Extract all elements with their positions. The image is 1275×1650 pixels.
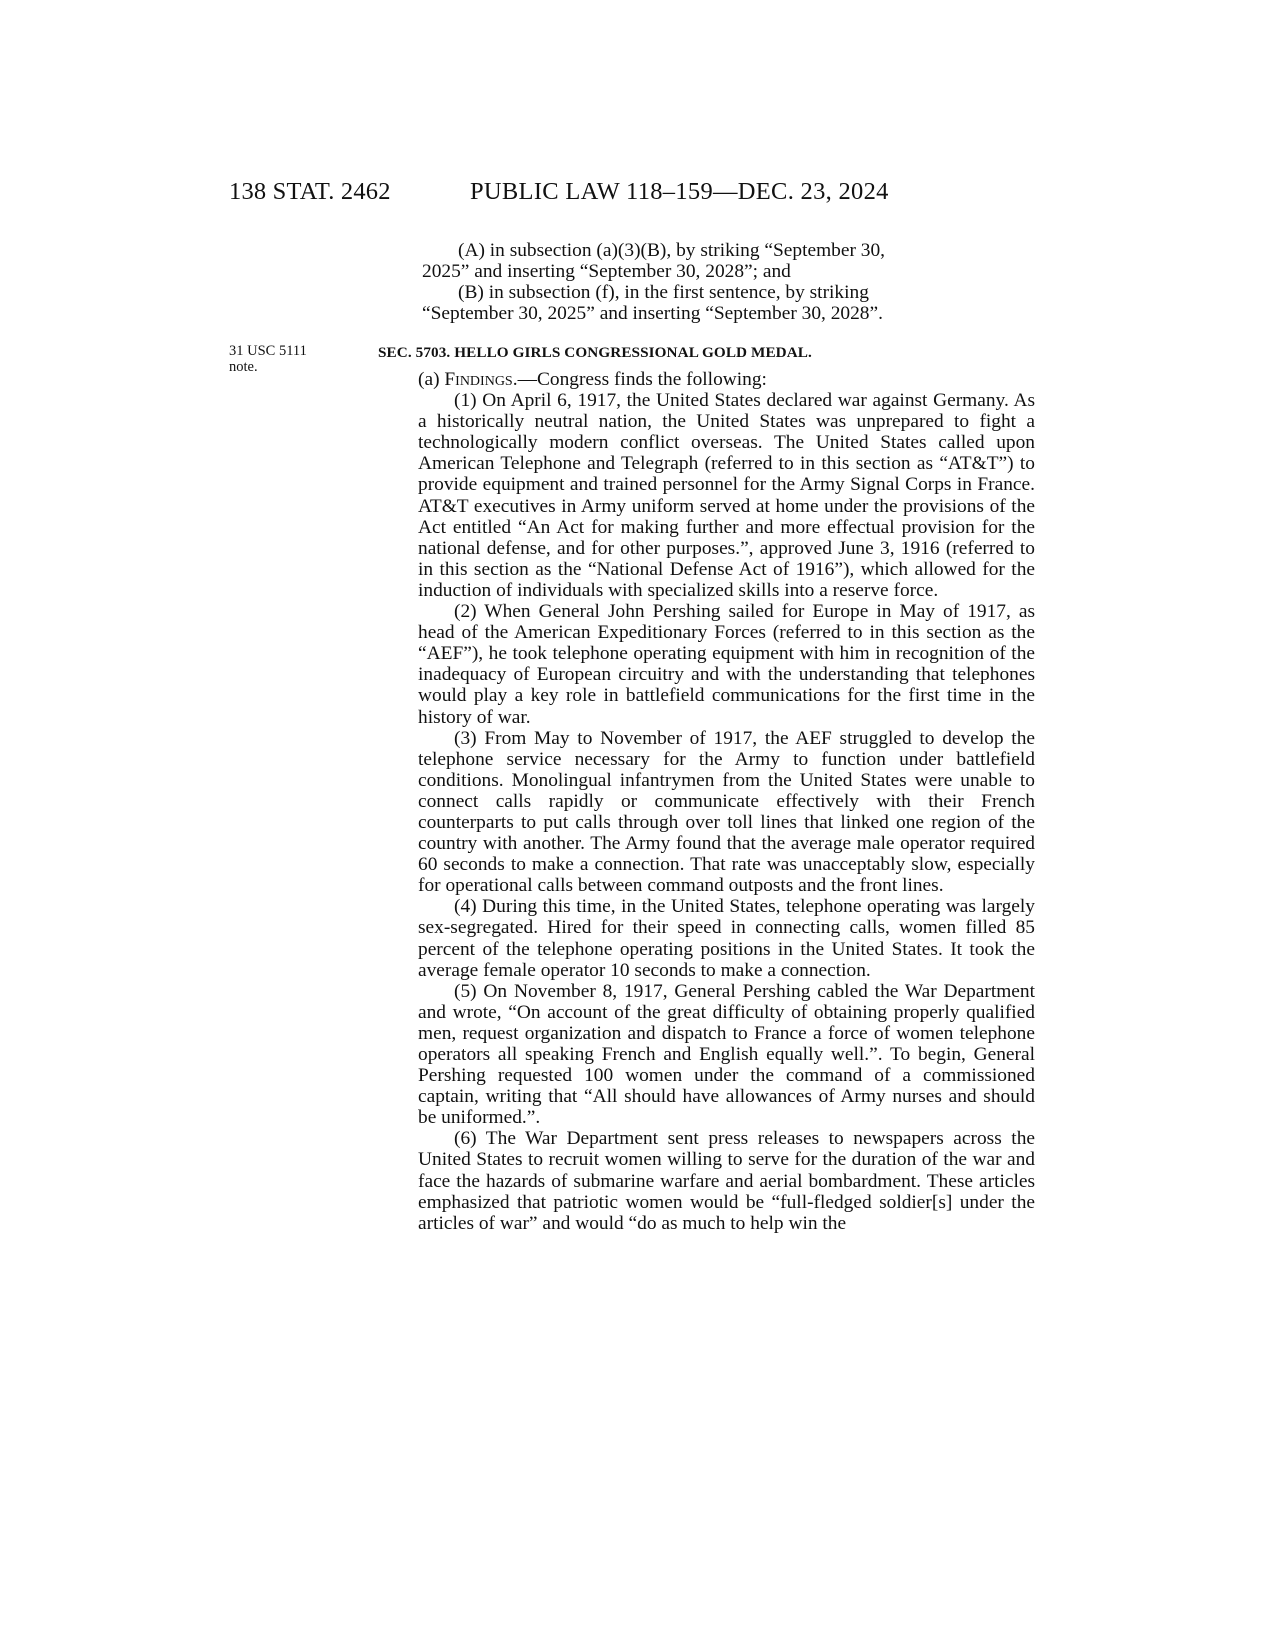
finding-paragraph-3: (3) From May to November of 1917, the AEF struggled to develop the telephone service necessary for the Army to function under battlefield conditions. Monolingual infantrymen from the United States were unable to connect calls rapidly or communicate effectively with their French counterparts to put calls through over toll lines that linked one region of the country with another. The Army found that the average male operator required 60 seconds to make a connection. That rate was unacceptably slow, especially for operational calls between command outposts and the front lines. [418, 727, 1035, 897]
finding-paragraph-2: (2) When General John Pershing sailed for Europe in May of 1917, as head of the American Expeditionary Forces (referred to in this section as the “AEF”), he took telephone operating equipment with him in recognition of the inadequacy of European circuitry and with the understanding that telephones would play a key role in battlefield communications for the first time in the history of war. [418, 601, 1035, 728]
public-law-title: PUBLIC LAW 118–159—DEC. 23, 2024 [470, 178, 889, 205]
findings-label: Findings [444, 369, 513, 390]
page-header [0, 178, 1275, 218]
finding-paragraph-1: (1) On April 6, 1917, the United States declared war against Germany. As a historically neutral nation, the United States was unprepared to fight a technologically modern conflict overseas. The United States called upon American Telephone and Telegraph (referred to in this section as “AT&T”) to provide equipment and trained personnel for the Army Signal Corps in France. AT&T executives in Army uniform served at home under the provisions of the Act entitled “An Act for making further and more effectual provision for the national defense, and for other purposes.”, approved June 3, 1916 (referred to in this section as the “National Defense Act of 1916”), which allowed for the induction of individuals with specialized skills into a reserve force. [418, 390, 1035, 601]
findings-rest: .—Congress finds the following: [512, 369, 767, 390]
margin-note-line2: note. [229, 359, 258, 375]
margin-note [229, 343, 307, 375]
stat-page-number: 138 STAT. 2462 [229, 178, 391, 205]
amendment-b-line2: “September 30, 2025” and inserting “September 30, 2028”. [422, 303, 883, 325]
findings-prefix: (a) [418, 369, 445, 390]
finding-paragraph-5: (5) On November 8, 1917, General Pershing cabled the War Department and wrote, “On account of the great difficulty of obtaining properly qualified men, request organization and dispatch to France a force of women telephone operators all speaking French and English equally well.”. To begin, General Pershing requested 100 women under the command of a commissioned captain, writing that “All should have allowances of Army nurses and should be uniformed.”. [418, 980, 1035, 1129]
finding-paragraph-4: (4) During this time, in the United States, telephone operating was largely sex-segregated. Hired for their speed in connecting calls, women filled 85 percent of the telephone operating positions in the United States. It took the average female operator 10 seconds to make a connection. [418, 896, 1035, 981]
amendment-block [422, 240, 1035, 325]
section-heading: SEC. 5703. HELLO GIRLS CONGRESSIONAL GOLD MEDAL. [378, 344, 812, 361]
amendment-b-line1: (B) in subsection (f), in the first sentence, by striking [458, 282, 869, 304]
amendment-a-line1: (A) in subsection (a)(3)(B), by striking “September 30, [458, 240, 886, 261]
finding-paragraph-6: (6) The War Department sent press releases to newspapers across the United States to recruit women willing to serve for the duration of the war and face the hazards of submarine warfare and aerial bombardment. These articles emphasized that patriotic women would be “full-fledged soldier[s] under the articles of war” and would “do as much to help win the [418, 1128, 1035, 1234]
amendment-item-a [422, 240, 1035, 283]
margin-note-line1: 31 USC 5111 [229, 343, 307, 359]
findings-intro [418, 369, 1035, 390]
amendment-a-line2: 2025” and inserting “September 30, 2028”; and [422, 261, 791, 283]
findings-block [418, 369, 1035, 1234]
amendment-item-b [422, 282, 1035, 325]
